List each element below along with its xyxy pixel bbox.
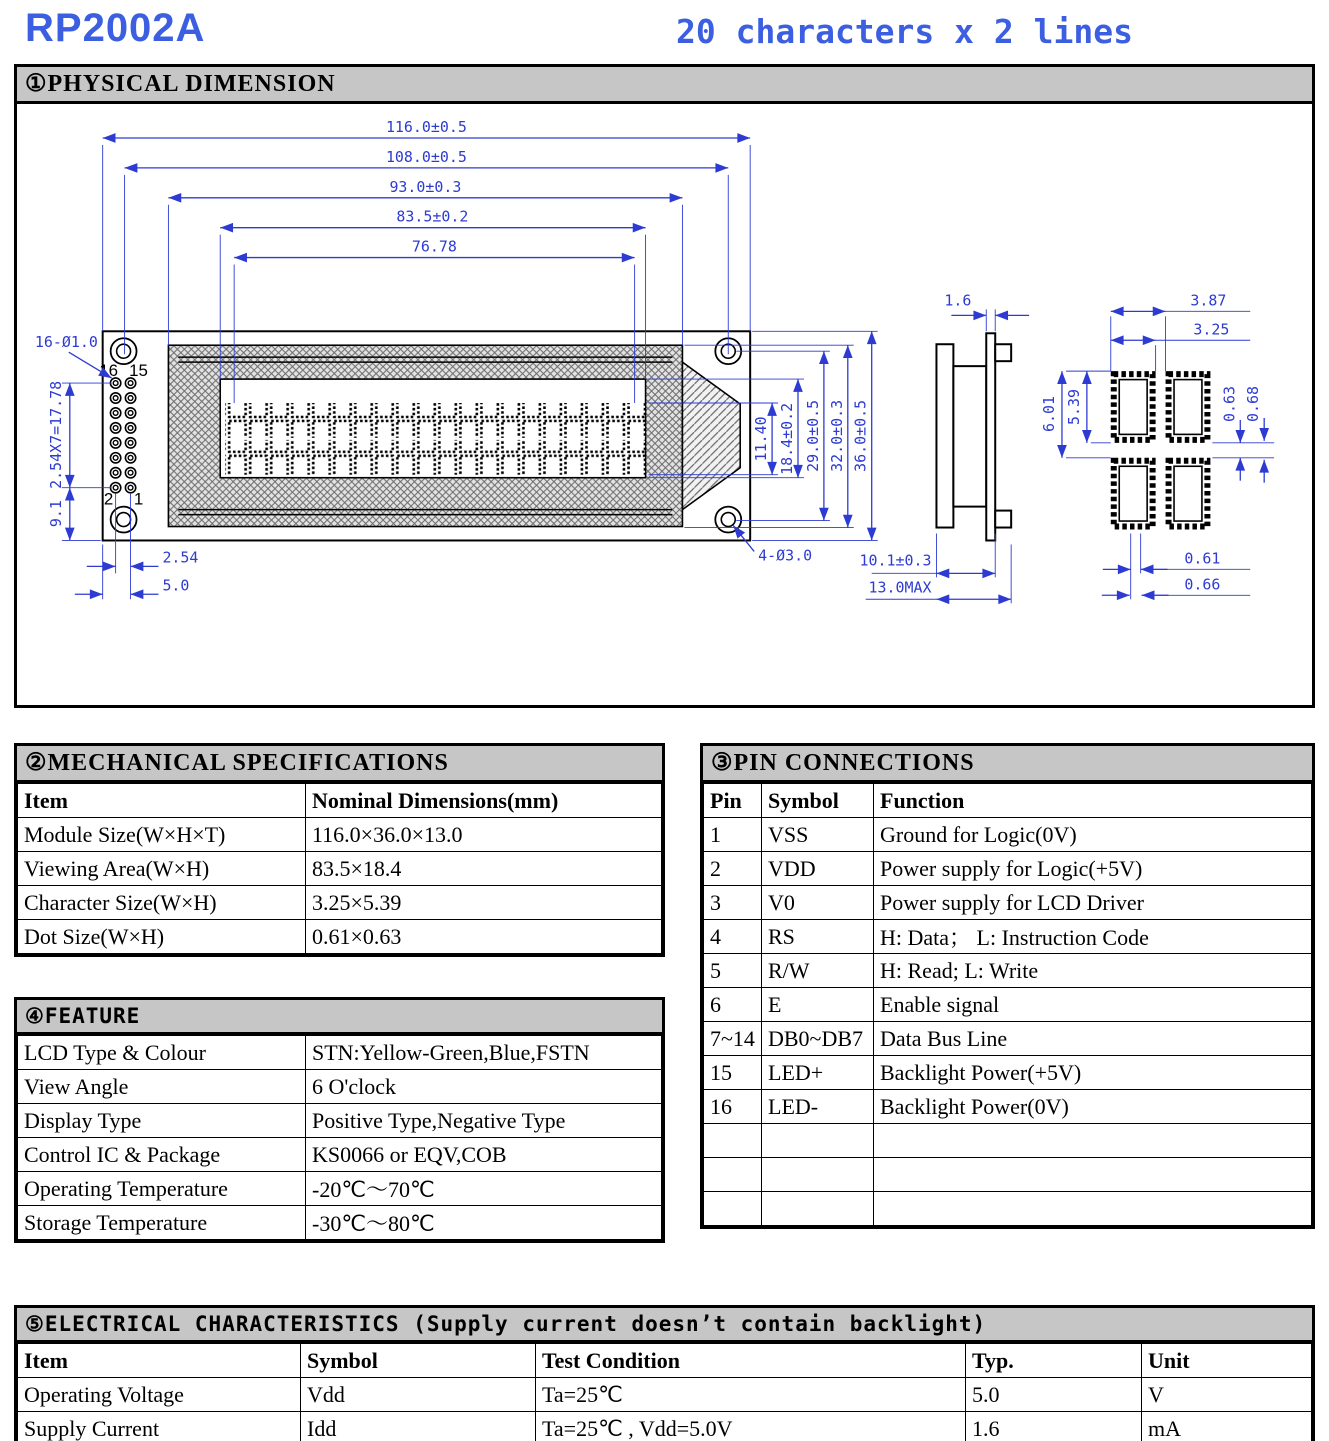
- dimension-label: 18.4±0.2: [778, 402, 797, 475]
- table-row: [18, 818, 662, 852]
- table-row: [18, 1206, 662, 1240]
- table-cell: 1.6: [966, 1412, 1142, 1441]
- table-cell: 5: [704, 954, 762, 988]
- dimension-label: 5.0: [162, 576, 190, 595]
- pin-connections-section: [700, 743, 1315, 1229]
- table-cell: STN:Yellow-Green,Blue,FSTN: [306, 1036, 662, 1070]
- table-cell: 83.5×18.4: [306, 852, 662, 886]
- character-row-2: [225, 440, 645, 475]
- dimension-label: 6.01: [1039, 395, 1058, 432]
- table-row: [704, 1056, 1312, 1090]
- table-cell: VSS: [762, 818, 874, 852]
- dimension-label: 0.61: [1184, 549, 1221, 568]
- dimension-label: 3.25: [1193, 320, 1230, 339]
- table-cell: [704, 1124, 762, 1158]
- table-cell: Operating Voltage: [18, 1378, 301, 1412]
- table-cell: V0: [762, 886, 874, 920]
- table-row: [704, 1090, 1312, 1124]
- table-cell: 6: [704, 988, 762, 1022]
- table-cell: Ground for Logic(0V): [874, 818, 1312, 852]
- table-cell: Ta=25℃: [536, 1378, 966, 1412]
- table-cell: 15: [704, 1056, 762, 1090]
- table-cell: V: [1142, 1378, 1312, 1412]
- character-row-1: [225, 403, 645, 438]
- dimension-label: 0.66: [1184, 575, 1221, 594]
- table-row: [18, 1070, 662, 1104]
- column-header: Test Condition: [536, 1344, 966, 1378]
- table-cell: -20℃～70℃: [306, 1172, 662, 1206]
- mounting-hole: [111, 507, 137, 533]
- side-view: [860, 291, 1030, 603]
- table-cell: View Angle: [18, 1070, 306, 1104]
- column-header: Function: [874, 784, 1312, 818]
- mechanical-specifications-table: [17, 783, 662, 954]
- dimension-label: 93.0±0.3: [389, 177, 462, 196]
- feature-section: [14, 997, 665, 1243]
- dimension-drawing-svg: [17, 104, 1312, 705]
- dimension-label: 0.68: [1244, 386, 1263, 422]
- dimension-label: 1.6: [944, 291, 972, 310]
- table-cell: 5.0: [966, 1378, 1142, 1412]
- dimension-label: 0.63: [1220, 386, 1239, 422]
- dimension-label: 10.1±0.3: [859, 551, 932, 570]
- dimension-label: 116.0±0.5: [385, 118, 467, 137]
- table-cell: [874, 1158, 1312, 1192]
- front-view: [35, 118, 878, 599]
- table-row: [704, 988, 1312, 1022]
- table-row: [18, 1378, 1312, 1412]
- table-cell: Idd: [301, 1412, 536, 1441]
- table-header-row: [18, 1344, 1312, 1378]
- right-column: [700, 743, 1315, 1229]
- table-cell: Display Type: [18, 1104, 306, 1138]
- table-cell: Storage Temperature: [18, 1206, 306, 1240]
- table-row: [18, 1172, 662, 1206]
- table-cell: Supply Current: [18, 1412, 301, 1441]
- table-row: [704, 1192, 1312, 1226]
- dimension-drawing: [17, 104, 1312, 705]
- spec-tables-row: [14, 743, 1315, 1243]
- dimension-label: 2.54X7=17.78: [46, 380, 65, 489]
- table-cell: 1: [704, 818, 762, 852]
- table-cell: [704, 1158, 762, 1192]
- electrical-characteristics-title: ⑤ELECTRICAL CHARACTERISTICS (Supply current doesn’t contain backlight): [17, 1308, 1312, 1343]
- table-header-row: [18, 784, 662, 818]
- dimension-label: 9.1: [46, 500, 65, 528]
- table-cell: 2: [704, 852, 762, 886]
- table-cell: -30℃～80℃: [306, 1206, 662, 1240]
- table-cell: Power supply for LCD Driver: [874, 886, 1312, 920]
- mounting-hole: [715, 507, 741, 533]
- electrical-characteristics-section: [14, 1305, 1315, 1441]
- table-cell: [874, 1192, 1312, 1226]
- table-row: [18, 1036, 662, 1070]
- model-number: RP2002A: [25, 6, 206, 50]
- table-cell: [762, 1124, 874, 1158]
- table-cell: 116.0×36.0×13.0: [306, 818, 662, 852]
- column-header: Pin: [704, 784, 762, 818]
- column-header: Nominal Dimensions(mm): [306, 784, 662, 818]
- table-cell: Control IC & Package: [18, 1138, 306, 1172]
- display-format-subtitle: 20 characters x 2 lines: [676, 12, 1133, 51]
- table-cell: Ta=25℃ , Vdd=5.0V: [536, 1412, 966, 1441]
- table-cell: 0.61×0.63: [306, 920, 662, 954]
- table-row: [18, 886, 662, 920]
- dimension-label: 36.0±0.5: [851, 399, 870, 472]
- table-cell: [762, 1158, 874, 1192]
- table-cell: 7~14: [704, 1022, 762, 1056]
- dimension-label: 76.78: [411, 237, 457, 256]
- column-header: Typ.: [966, 1344, 1142, 1378]
- table-row: [18, 1412, 1312, 1441]
- table-row: [704, 1124, 1312, 1158]
- dimension-label: 29.0±0.5: [803, 399, 822, 472]
- table-cell: 4: [704, 920, 762, 954]
- table-cell: KS0066 or EQV,COB: [306, 1138, 662, 1172]
- table-cell: LED+: [762, 1056, 874, 1090]
- physical-dimension-section: [14, 64, 1315, 708]
- table-row: [18, 852, 662, 886]
- table-row: [18, 1104, 662, 1138]
- table-cell: LED-: [762, 1090, 874, 1124]
- table-cell: H: Read; L: Write: [874, 954, 1312, 988]
- table-cell: Positive Type,Negative Type: [306, 1104, 662, 1138]
- table-cell: [762, 1192, 874, 1226]
- table-cell: mA: [1142, 1412, 1312, 1441]
- pin-number-1: 1: [133, 489, 144, 509]
- pin-connections-title: ③PIN CONNECTIONS: [703, 746, 1312, 783]
- mechanical-specifications-title: ②MECHANICAL SPECIFICATIONS: [17, 746, 662, 783]
- column-header: Symbol: [301, 1344, 536, 1378]
- table-cell: Module Size(W×H×T): [18, 818, 306, 852]
- table-row: [704, 886, 1312, 920]
- column-header: Item: [18, 784, 306, 818]
- column-header: Item: [18, 1344, 301, 1378]
- table-cell: [874, 1124, 1312, 1158]
- table-row: [18, 920, 662, 954]
- dimension-label: 5.39: [1064, 388, 1083, 425]
- pin-number-16: 16: [99, 361, 119, 381]
- table-cell: Backlight Power(+5V): [874, 1056, 1312, 1090]
- table-cell: E: [762, 988, 874, 1022]
- table-row: [704, 954, 1312, 988]
- table-cell: RS: [762, 920, 874, 954]
- table-cell: Viewing Area(W×H): [18, 852, 306, 886]
- table-row: [704, 920, 1312, 954]
- table-header-row: [704, 784, 1312, 818]
- table-cell: Enable signal: [874, 988, 1312, 1022]
- left-column: [14, 743, 665, 1243]
- table-cell: 3.25×5.39: [306, 886, 662, 920]
- electrical-characteristics-wrap: [14, 1305, 1315, 1441]
- table-cell: Backlight Power(0V): [874, 1090, 1312, 1124]
- table-cell: Operating Temperature: [18, 1172, 306, 1206]
- column-header: Symbol: [762, 784, 874, 818]
- pin-number-2: 2: [103, 489, 114, 509]
- table-cell: 16: [704, 1090, 762, 1124]
- dimension-label: 13.0MAX: [868, 578, 932, 597]
- mount-hole-callout: 4-Ø3.0: [758, 546, 813, 565]
- dimension-label: 108.0±0.5: [385, 147, 467, 166]
- table-row: [704, 852, 1312, 886]
- column-header: Unit: [1142, 1344, 1312, 1378]
- feature-title: ④FEATURE: [17, 1000, 662, 1035]
- physical-dimension-title: ①PHYSICAL DIMENSION: [17, 67, 1312, 104]
- table-cell: 3: [704, 886, 762, 920]
- table-cell: LCD Type & Colour: [18, 1036, 306, 1070]
- table-row: [704, 1158, 1312, 1192]
- pin-number-15: 15: [129, 361, 148, 381]
- table-row: [704, 818, 1312, 852]
- dimension-label: 83.5±0.2: [396, 207, 469, 226]
- table-cell: Vdd: [301, 1378, 536, 1412]
- table-row: [18, 1138, 662, 1172]
- dimension-label: 32.0±0.3: [827, 399, 846, 472]
- table-cell: H: Data； L: Instruction Code: [874, 920, 1312, 954]
- table-cell: Data Bus Line: [874, 1022, 1312, 1056]
- table-cell: R/W: [762, 954, 874, 988]
- dimension-label: 2.54: [162, 548, 199, 567]
- table-cell: VDD: [762, 852, 874, 886]
- dimension-label: 3.87: [1190, 291, 1227, 310]
- electrical-characteristics-table: [17, 1343, 1312, 1441]
- table-cell: DB0~DB7: [762, 1022, 874, 1056]
- table-cell: 6 O'clock: [306, 1070, 662, 1104]
- table-row: [704, 1022, 1312, 1056]
- dimension-label: 11.40: [752, 416, 771, 462]
- table-cell: [704, 1192, 762, 1226]
- mechanical-specifications-section: [14, 743, 665, 957]
- table-cell: Power supply for Logic(+5V): [874, 852, 1312, 886]
- character-detail: [1040, 291, 1274, 599]
- table-cell: Dot Size(W×H): [18, 920, 306, 954]
- pin-hole-callout: 16-Ø1.0: [34, 333, 98, 352]
- feature-table: [17, 1035, 662, 1240]
- pin-connections-table: [703, 783, 1312, 1226]
- table-cell: Character Size(W×H): [18, 886, 306, 920]
- page-header: [0, 0, 1329, 64]
